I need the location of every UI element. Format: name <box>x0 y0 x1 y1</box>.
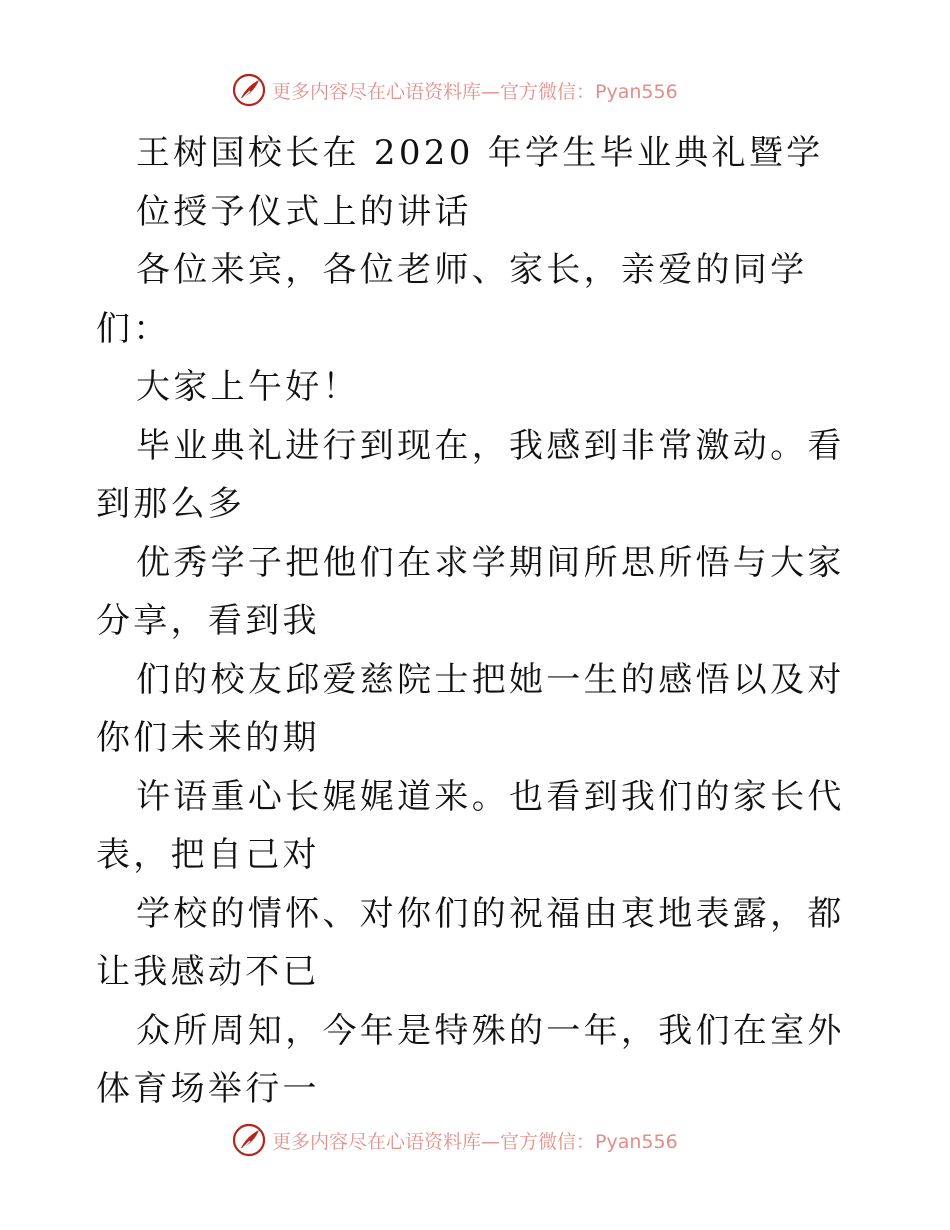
quill-pen-logo-icon <box>232 1123 266 1157</box>
paragraph: 众所周知，今年是特殊的一年，我们在室外体育场举行一 <box>96 1010 845 1109</box>
footer-banner <box>232 1120 678 1160</box>
salutation: 各位来宾，各位老师、家长，亲爱的同学们： <box>96 250 808 349</box>
paragraph: 优秀学子把他们在求学期间所思所悟与大家分享，看到我 <box>96 542 845 641</box>
quill-pen-logo-icon <box>232 73 266 107</box>
title-line-2: 位授予仪式上的讲话 <box>136 191 472 232</box>
paragraph: 许语重心长娓娓道来。也看到我们的家长代表，把自己对 <box>96 776 845 875</box>
greeting: 大家上午好！ <box>136 367 360 407</box>
banner-text: 更多内容尽在心语资料库—官方微信：Pyan556 <box>272 80 678 103</box>
header-banner <box>232 70 678 110</box>
paragraph: 学校的情怀、对你们的祝福由衷地表露，都让我感动不已 <box>96 893 845 992</box>
paragraph: 毕业典礼进行到现在，我感到非常激动。看到那么多 <box>96 425 845 524</box>
document-body <box>96 124 856 1119</box>
paragraph: 们的校友邱爱慈院士把她一生的感悟以及对你们未来的期 <box>96 659 845 758</box>
banner-text: 更多内容尽在心语资料库—官方微信：Pyan556 <box>272 1130 678 1153</box>
title-line-1: 王树国校长在 2020 年学生毕业典礼暨学 <box>136 133 824 173</box>
